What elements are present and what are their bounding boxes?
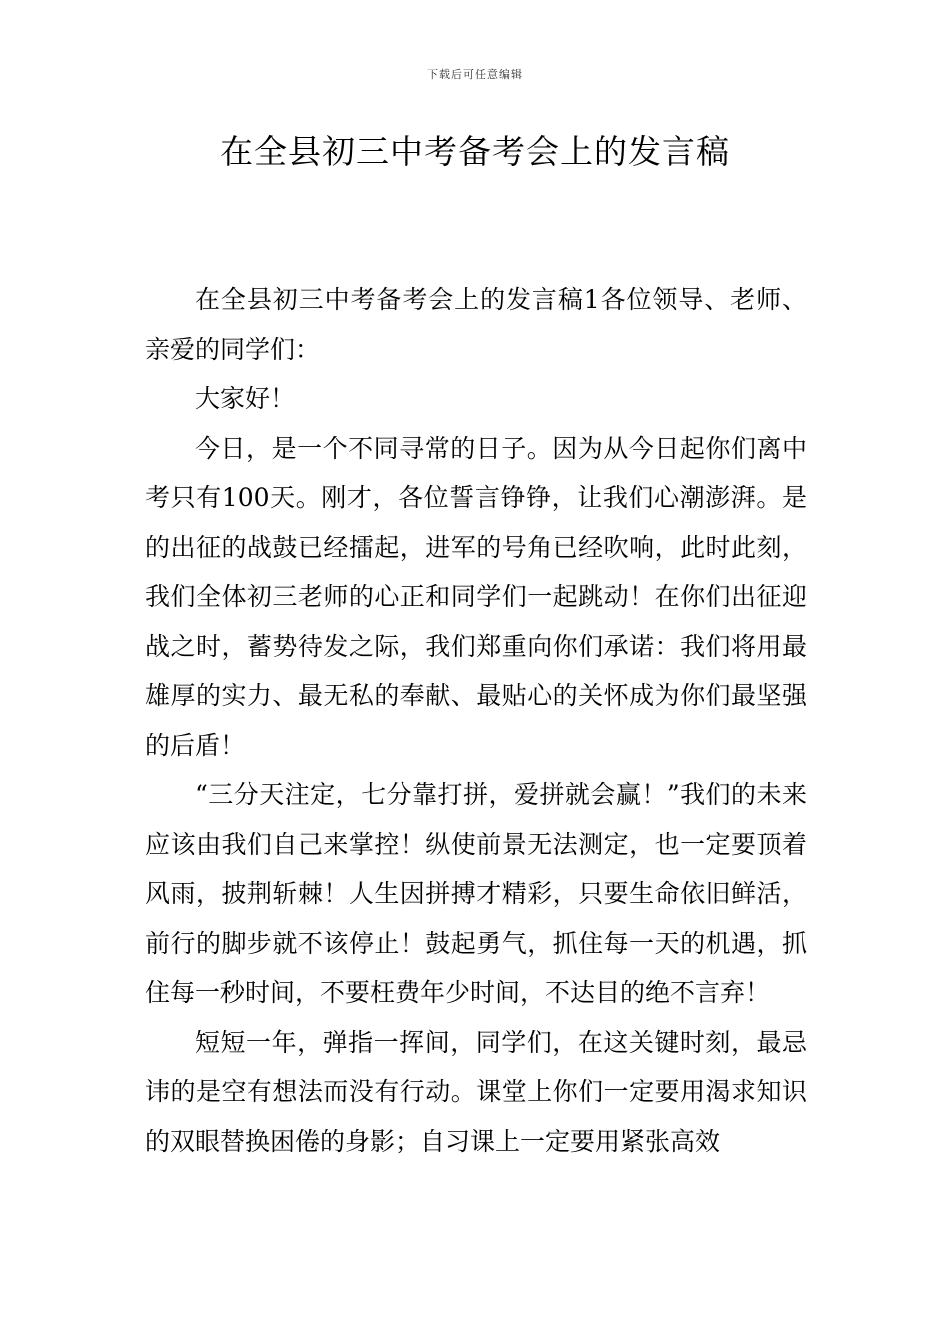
paragraph-body-3: 短短一年，弹指一挥间，同学们，在这关键时刻，最忌讳的是空有想法而没有行动。课堂上你们一定要用渴求知识的双眼替换困倦的身影；自习课上一定要用紧张高效 [145, 1027, 807, 1156]
paragraph-body-1: 今日，是一个不同寻常的日子。因为从今日起你们离中考只有100天。刚才，各位誓言铮铮，让我们心潮澎湃。是的出征的战鼓已经擂起，进军的号角已经吹响，此时此刻，我们全体初三老师的心正和同学们一起跳动！在你们出征迎战之时，蓄势待发之际，我们郑重向你们承诺：我们将用最雄厚的实力、最无私的奉献、最贴心的关怀成为你们最坚强的后盾！ [145, 433, 807, 760]
document-title: 在全县初三中考备考会上的发言稿 [220, 132, 730, 171]
page-header-note: 下载后可任意编辑 [427, 68, 523, 81]
paragraph-greeting: 大家好！ [195, 384, 296, 413]
document-body [145, 275, 807, 1166]
paragraph-salutation: 在全县初三中考备考会上的发言稿1各位领导、老师、亲爱的同学们： [145, 285, 807, 364]
paragraph-body-2: “三分天注定，七分靠打拼，爱拼就会赢！”我们的未来应该由我们自己来掌控！纵使前景无法测定，也一定要顶着风雨，披荆斩棘！人生因拼搏才精彩，只要生命依旧鲜活，前行的脚步就不该停止！鼓起勇气，抓住每一天的机遇，抓住每一秒时间，不要枉费年少时间，不达目的绝不言弃！ [145, 780, 807, 1007]
